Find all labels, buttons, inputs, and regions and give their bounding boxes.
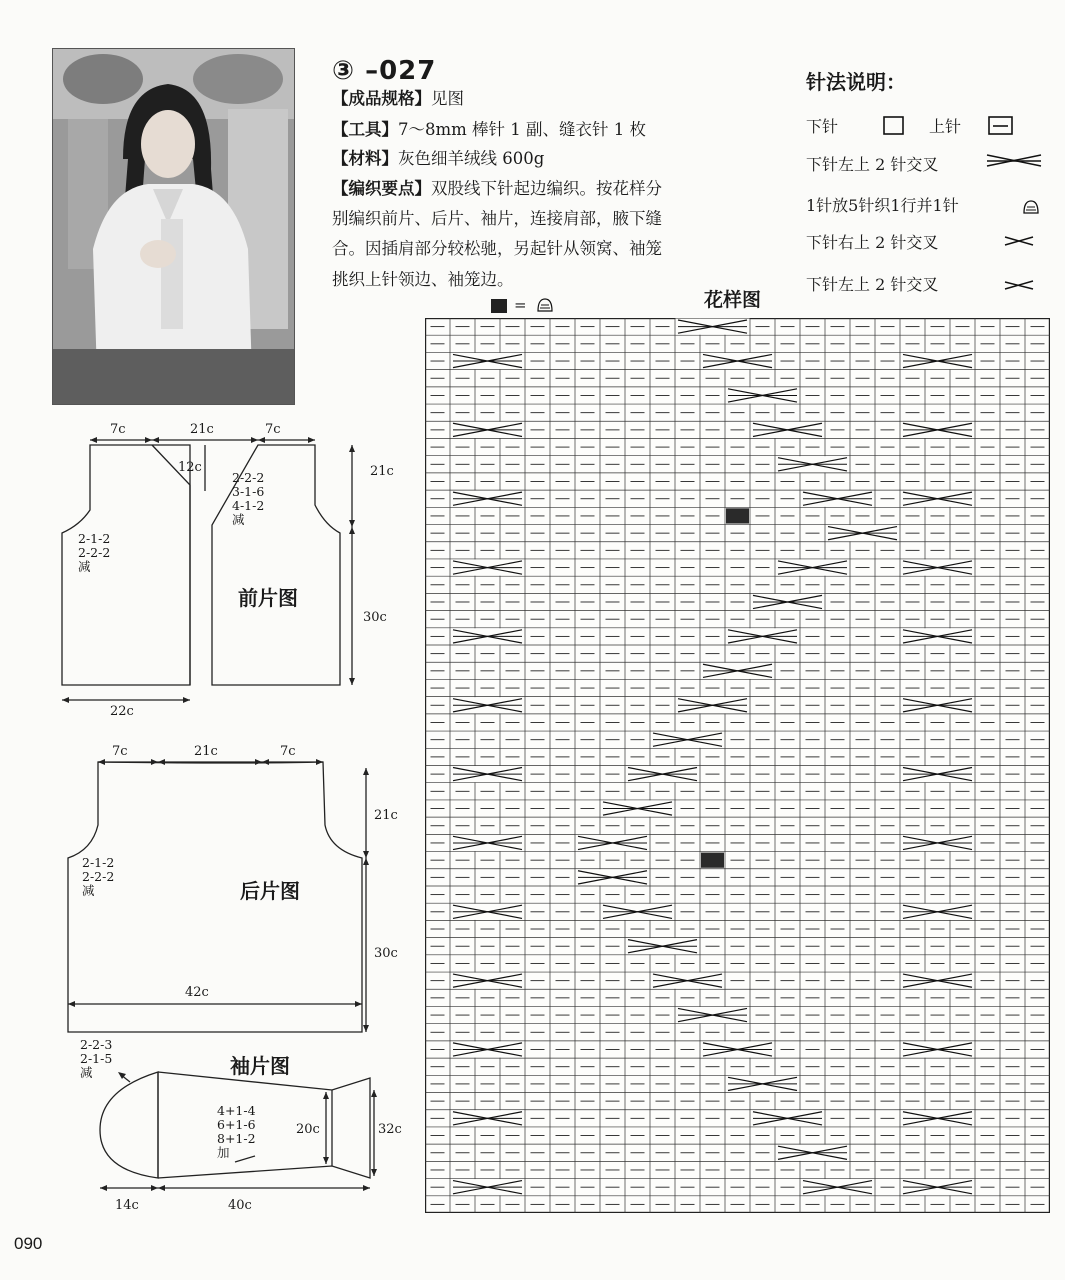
pattern-title: ③ –027 — [332, 56, 437, 86]
spec-material-label: 【材料】 — [332, 149, 398, 168]
legend-item-3: 下针右上 2 针交叉 — [806, 233, 939, 252]
back-lower-height-dim: 30c — [374, 946, 398, 961]
spec-notes-line-3: 合。因插肩部分较松驰，另起针从领窝、袖笼 — [332, 239, 662, 258]
front-neck-decrease-note: 2-2-2 3-1-6 4-1-2 减 — [232, 470, 265, 527]
sleeve-piece-label: 袖片图 — [230, 1054, 290, 1078]
stitch-chart-grid — [425, 318, 1050, 1213]
left-cross-2-small-icon — [1003, 278, 1035, 292]
front-top-mid-dim: 21c — [190, 422, 214, 437]
spec-size-label: 【成品规格】 — [332, 89, 431, 108]
spec-notes-label: 【编织要点】 — [332, 179, 431, 198]
spec-material — [332, 146, 544, 172]
spec-tools-text: 7～8mm 棒针 1 副、缝衣针 1 枚 — [398, 120, 647, 139]
page-number: 090 — [14, 1234, 43, 1253]
sleeve-body-outline — [158, 1072, 370, 1178]
spec-notes-text: 双股线下针起边编织。按花样分 — [431, 179, 662, 198]
right-cross-2-icon — [1003, 234, 1035, 248]
spec-tools-label: 【工具】 — [332, 120, 398, 139]
back-piece-label: 后片图 — [240, 879, 300, 903]
bobble-square-icon — [491, 299, 507, 313]
purl-symbol-icon — [988, 116, 1014, 136]
chart-key-equals: = — [514, 296, 527, 314]
model-photo — [52, 48, 295, 405]
front-upper-height-dim: 21c — [370, 464, 394, 479]
legend-item-2: 1针放5针织1行并1针 — [806, 196, 959, 215]
legend-item-1: 下针左上 2 针交叉 — [806, 155, 939, 174]
back-upper-height-dim: 21c — [374, 808, 398, 823]
sleeve-cap-decrease-note: 2-2-3 2-1-5 减 — [80, 1037, 113, 1080]
spec-notes — [332, 176, 662, 202]
legend-knit-label: 下针 — [806, 117, 839, 136]
front-arm-decrease-note: 2-1-2 2-2-2 减 — [78, 531, 111, 574]
front-bottom-width-dim: 22c — [110, 704, 134, 719]
legend-item-4: 下针左上 2 针交叉 — [806, 275, 939, 294]
sleeve-cap-length-dim: 14c — [115, 1198, 139, 1213]
back-top-right-dim: 7c — [280, 744, 296, 759]
front-lower-height-dim: 30c — [363, 610, 387, 625]
back-top-mid-dim: 21c — [194, 744, 218, 759]
front-piece-label: 前片图 — [238, 586, 298, 610]
left-cross-2-icon — [985, 152, 1043, 170]
model-photo-illustration — [53, 49, 295, 405]
legend-purl-label: 上针 — [929, 117, 962, 136]
bobble-icon — [1021, 198, 1041, 216]
knit-symbol-icon — [883, 116, 905, 136]
stitch-chart-title: 花样图 — [704, 289, 762, 311]
legend-title: 针法说明： — [806, 70, 906, 94]
back-width-dim: 42c — [185, 985, 209, 1000]
legend-knit-row — [806, 114, 838, 137]
front-top-left-dim: 7c — [110, 422, 126, 437]
sleeve-cuff-outer-dim: 32c — [378, 1122, 402, 1137]
spec-notes-line-4: 挑织上针领边、袖笼边。 — [332, 270, 514, 289]
back-arm-decrease-note: 2-1-2 2-2-2 减 — [82, 855, 115, 898]
front-top-right-dim: 7c — [265, 422, 281, 437]
bobble-cell — [701, 853, 724, 868]
sleeve-body-length-dim: 40c — [228, 1198, 252, 1213]
bobble-key-icon — [536, 297, 554, 313]
front-left-neck — [152, 445, 190, 685]
spec-tools — [332, 117, 646, 143]
spec-size — [332, 86, 464, 112]
sleeve-cuff-inner-dim: 20c — [296, 1122, 320, 1137]
front-neck-depth-dim: 12c — [178, 460, 202, 475]
sleeve-cap-outline — [100, 1072, 158, 1178]
sleeve-increase-note: 4+1-4 6+1-6 8+1-2 加 — [217, 1103, 256, 1160]
spec-size-text: 见图 — [431, 89, 464, 108]
bobble-cell — [726, 508, 749, 523]
spec-material-text: 灰色细羊绒线 600g — [398, 149, 545, 168]
spec-notes-line-2: 别编织前片、后片、袖片，连接肩部，腋下缝 — [332, 209, 662, 228]
back-top-left-dim: 7c — [112, 744, 128, 759]
